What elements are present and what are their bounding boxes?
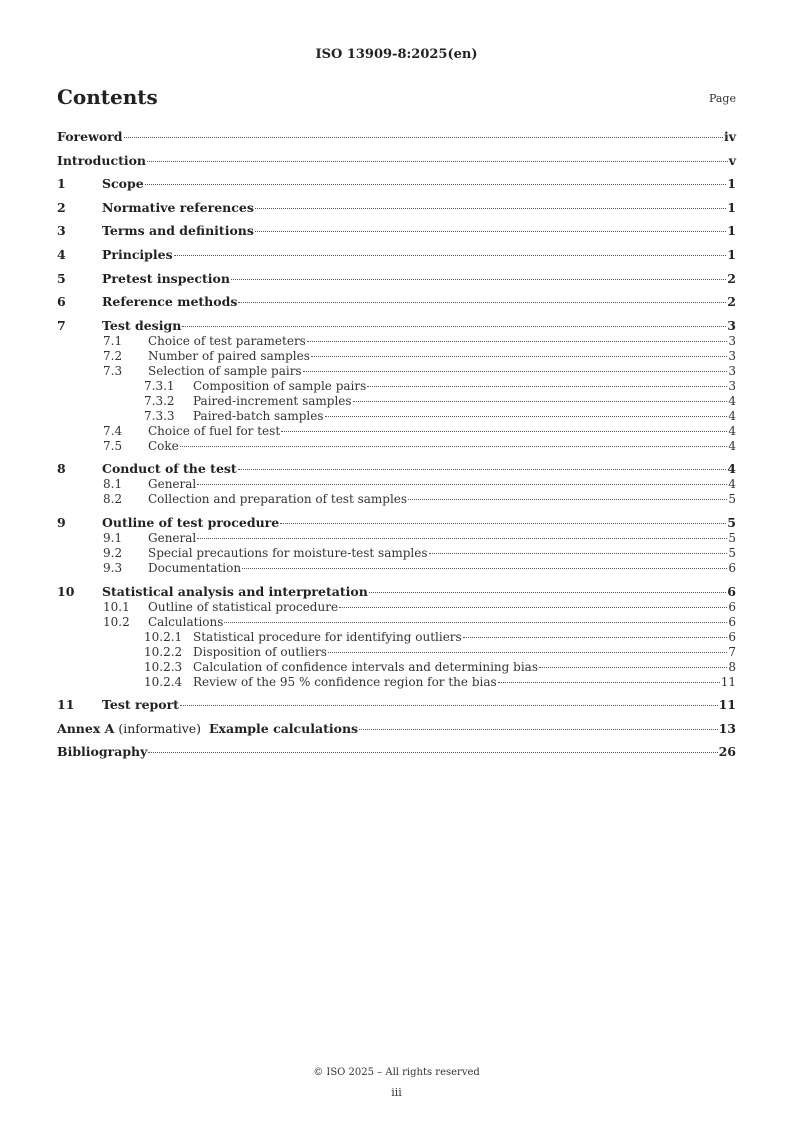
dot-leader xyxy=(148,752,717,753)
toc-entry[interactable] xyxy=(57,630,736,645)
toc-entry-page: 4 xyxy=(728,393,736,408)
dot-leader xyxy=(311,356,727,357)
toc-entry-number: 7.2 xyxy=(103,348,123,363)
toc-entry-title: Calculations xyxy=(148,614,224,629)
toc-entry[interactable] xyxy=(57,153,736,169)
toc-entry-title: Outline of test procedure xyxy=(102,514,280,530)
dot-leader xyxy=(255,231,726,232)
toc-entry[interactable] xyxy=(57,318,736,334)
toc-entry-page: 4 xyxy=(728,423,736,438)
toc-entry-number: 1 xyxy=(57,176,66,192)
toc-entry[interactable] xyxy=(57,561,736,576)
page-column-label: Page xyxy=(708,92,736,105)
toc-entry-number: 10.2.2 xyxy=(144,644,183,659)
dot-leader xyxy=(281,431,727,432)
dot-leader xyxy=(303,371,728,372)
dot-leader xyxy=(325,416,728,417)
toc-entry[interactable] xyxy=(57,645,736,660)
toc-entry-number: 8.2 xyxy=(103,492,123,507)
toc-entry-page: 6 xyxy=(727,583,736,599)
toc-entry-page: 3 xyxy=(728,348,736,363)
toc-entry-number: 7.5 xyxy=(103,438,123,453)
toc-entry-page: 7 xyxy=(728,644,736,659)
toc-entry-title: Choice of test parameters xyxy=(148,333,306,348)
dot-leader xyxy=(539,667,727,668)
toc-entry-page: 4 xyxy=(728,408,736,423)
toc-entry-number: 7.3 xyxy=(103,363,123,378)
dot-leader xyxy=(124,137,723,138)
annex-label: Annex A xyxy=(57,720,115,736)
toc-entry-page: 13 xyxy=(718,720,736,736)
toc-entry-page: 11 xyxy=(718,697,736,713)
toc-entry-title: Test report xyxy=(102,697,179,713)
toc-entry-page: 2 xyxy=(727,270,736,286)
toc-entry[interactable] xyxy=(57,364,736,379)
toc-entry[interactable] xyxy=(57,477,736,492)
dot-leader xyxy=(353,401,728,402)
toc-entry[interactable] xyxy=(57,492,736,507)
toc-entry-number: 7.1 xyxy=(103,333,123,348)
toc-entry-number: 9.1 xyxy=(103,530,123,545)
toc-entry-page: 3 xyxy=(728,363,736,378)
toc-entry-page: 3 xyxy=(727,317,736,333)
toc-entry-number: 8 xyxy=(57,461,66,477)
toc-entry-number: 10.2.3 xyxy=(144,659,183,674)
toc-entry[interactable] xyxy=(57,546,736,561)
toc-entry[interactable] xyxy=(57,379,736,394)
toc-entry-page: 5 xyxy=(728,545,736,560)
toc-entry-title: Test design xyxy=(102,317,182,333)
toc-entry-page: 1 xyxy=(727,223,736,239)
toc-entry-page: 5 xyxy=(728,530,736,545)
toc-entry-title: Documentation xyxy=(148,560,242,575)
toc-entry-title: Statistical procedure for identifying outliers xyxy=(193,629,462,644)
dot-leader xyxy=(174,255,727,256)
toc-entry[interactable] xyxy=(57,461,736,477)
toc-entry[interactable] xyxy=(57,615,736,630)
dot-leader xyxy=(280,523,726,524)
dot-leader xyxy=(328,652,727,653)
toc-entry-number: 2 xyxy=(57,199,66,215)
annex-type: (informative) xyxy=(114,720,209,736)
dot-leader xyxy=(145,184,727,185)
dot-leader xyxy=(429,553,728,554)
toc-entry[interactable] xyxy=(57,223,736,239)
toc-entry[interactable] xyxy=(57,271,736,287)
toc-entry-title: Calculation of confidence intervals and determining bias xyxy=(193,659,538,674)
toc-entry-number: 9.2 xyxy=(103,545,123,560)
toc-entry-title: Terms and definitions xyxy=(102,223,254,239)
toc-entry[interactable] xyxy=(57,744,736,760)
toc-entry-title: General xyxy=(148,530,197,545)
toc-entry[interactable] xyxy=(57,424,736,439)
toc-entry-title: Selection of sample pairs xyxy=(148,363,302,378)
toc-entry-number: 5 xyxy=(57,270,66,286)
toc-entry-page: 4 xyxy=(728,477,736,492)
toc-entry-number: 7.3.2 xyxy=(144,393,175,408)
toc-entry-title: Choice of fuel for test xyxy=(148,423,281,438)
toc-entry[interactable] xyxy=(57,200,736,216)
toc-entry-page: 26 xyxy=(718,744,736,760)
toc-entry-number: 3 xyxy=(57,223,66,239)
dot-leader xyxy=(242,568,727,569)
toc-entry-title: Composition of sample pairs xyxy=(193,378,367,393)
dot-leader xyxy=(339,607,727,608)
dot-leader xyxy=(180,705,718,706)
toc-entry-title: Reference methods xyxy=(102,294,238,310)
dot-leader xyxy=(147,161,728,162)
toc-entry-title: General xyxy=(148,477,197,492)
toc-entry[interactable] xyxy=(57,531,736,546)
dot-leader xyxy=(180,446,728,447)
dot-leader xyxy=(359,729,718,730)
toc-entry-number: 10 xyxy=(57,583,75,599)
toc-entry[interactable] xyxy=(57,294,736,310)
toc-entry-page: 11 xyxy=(720,674,736,689)
toc-entry-title: Normative references xyxy=(102,199,254,215)
toc-entry-page: 1 xyxy=(727,176,736,192)
toc-entry-title: Disposition of outliers xyxy=(193,644,327,659)
toc-entry-number: 6 xyxy=(57,294,66,310)
toc-entry-title: Pretest inspection xyxy=(102,270,230,286)
dot-leader xyxy=(307,341,728,342)
document-id-header: ISO 13909-8:2025(en) xyxy=(315,47,478,62)
toc-entry-page: iv xyxy=(723,129,736,144)
toc-entry[interactable] xyxy=(57,129,736,145)
contents-title: Contents xyxy=(57,85,158,109)
toc-entry-title: Paired-increment samples xyxy=(193,393,352,408)
dot-leader xyxy=(367,386,727,387)
toc-entry-title: Review of the 95 % confidence region for the bias xyxy=(193,674,497,689)
toc-entry-number: 10.2.1 xyxy=(144,629,183,644)
toc-entry[interactable] xyxy=(57,439,736,454)
toc-entry[interactable] xyxy=(57,660,736,675)
toc-entry-number: 7.3.3 xyxy=(144,408,175,423)
toc-entry-page: 5 xyxy=(727,514,736,530)
toc-entry[interactable] xyxy=(57,176,736,192)
toc-entry[interactable] xyxy=(57,697,736,713)
toc-entry-title: Statistical analysis and interpretation xyxy=(102,583,368,599)
dot-leader xyxy=(498,682,720,683)
dot-leader xyxy=(238,302,726,303)
toc-entry-title: Principles xyxy=(102,246,173,262)
toc-entry-page: 2 xyxy=(727,294,736,310)
toc-entry-number: 11 xyxy=(57,697,75,713)
toc-entry[interactable] xyxy=(57,409,736,424)
toc-entry-title: Example calculations xyxy=(208,720,359,736)
toc-entry[interactable] xyxy=(57,721,736,737)
toc-entry-page: 1 xyxy=(727,246,736,262)
toc-entry-page: 4 xyxy=(728,438,736,453)
toc-entry-page: 6 xyxy=(728,599,736,614)
toc-entry-page: 3 xyxy=(728,378,736,393)
toc-entry-title: Outline of statistical procedure xyxy=(148,599,339,614)
toc-entry-title: Paired-batch samples xyxy=(193,408,324,423)
dot-leader xyxy=(182,326,726,327)
toc-entry[interactable] xyxy=(57,247,736,263)
toc-entry-number: 9.3 xyxy=(103,560,123,575)
dot-leader xyxy=(408,499,727,500)
dot-leader xyxy=(369,592,727,593)
dot-leader xyxy=(238,469,727,470)
toc-entry-title: Special precautions for moisture-test samples xyxy=(148,545,428,560)
copyright-footer: © ISO 2025 – All rights reserved xyxy=(313,1067,480,1078)
toc-entry[interactable] xyxy=(57,394,736,409)
toc-entry[interactable] xyxy=(57,515,736,531)
toc-entry-number: 10.1 xyxy=(103,599,130,614)
toc-entry-page: 1 xyxy=(727,199,736,215)
dot-leader xyxy=(197,538,727,539)
toc-entry-number: 8.1 xyxy=(103,477,123,492)
toc-entry-page: v xyxy=(728,152,736,168)
dot-leader xyxy=(224,622,727,623)
dot-leader xyxy=(463,637,728,638)
toc-entry-title: Scope xyxy=(102,176,144,192)
toc-entry-page: 4 xyxy=(727,461,736,477)
toc-entry-page: 6 xyxy=(728,614,736,629)
toc-entry[interactable] xyxy=(57,349,736,364)
table-of-contents xyxy=(57,129,736,760)
toc-entry-number: 10.2 xyxy=(103,614,130,629)
toc-entry-page: 8 xyxy=(728,659,736,674)
toc-entry-title: Foreword xyxy=(57,129,123,144)
toc-entry[interactable] xyxy=(57,600,736,615)
toc-entry[interactable] xyxy=(57,334,736,349)
toc-entry-page: 3 xyxy=(728,333,736,348)
toc-entry-number: 10.2.4 xyxy=(144,674,183,689)
toc-entry-page: 5 xyxy=(728,492,736,507)
dot-leader xyxy=(231,279,726,280)
toc-entry-title: Coke xyxy=(148,438,179,453)
toc-entry-title: Number of paired samples xyxy=(148,348,310,363)
toc-entry-number: 4 xyxy=(57,246,66,262)
toc-entry-page: 6 xyxy=(728,629,736,644)
toc-entry-number: 7.4 xyxy=(103,423,123,438)
toc-entry-number: 7.3.1 xyxy=(144,378,175,393)
toc-entry-title: Bibliography xyxy=(57,744,148,760)
dot-leader xyxy=(255,208,726,209)
dot-leader xyxy=(197,484,727,485)
toc-entry[interactable] xyxy=(57,675,736,690)
page-number: iii xyxy=(391,1086,402,1099)
toc-entry-title: Introduction xyxy=(57,152,147,168)
toc-entry-page: 6 xyxy=(728,560,736,575)
toc-entry[interactable] xyxy=(57,584,736,600)
toc-entry-number: 9 xyxy=(57,514,66,530)
toc-entry-title: Conduct of the test xyxy=(102,461,237,477)
toc-entry-number: 7 xyxy=(57,317,66,333)
toc-entry-title-group xyxy=(57,721,358,737)
toc-entry-title: Collection and preparation of test samples xyxy=(148,492,408,507)
